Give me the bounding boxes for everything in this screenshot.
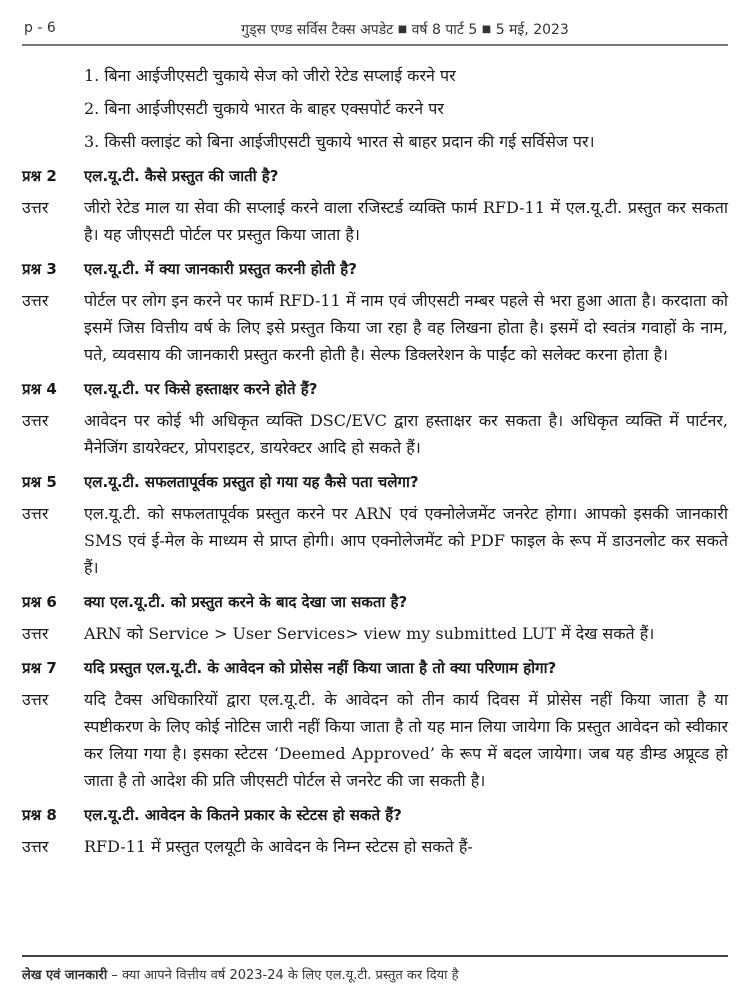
answer-label: उत्तर bbox=[22, 837, 49, 856]
question-text: एल.यू.टी. आवेदन के कितने प्रकार के स्टेटस हो सकते हैं? bbox=[84, 806, 402, 824]
page-number: p - 6 bbox=[24, 20, 56, 36]
answer-label: उत्तर bbox=[22, 411, 49, 430]
volume-part: वर्ष 8 पार्ट 5 bbox=[411, 22, 478, 38]
running-header bbox=[22, 14, 728, 46]
answer-text: ARN को Service > User Services> view my submitted LUT में देख सकते हैं। bbox=[84, 624, 655, 643]
question-label: प्रश्न 2 bbox=[22, 167, 57, 185]
list-item: 1. बिना आईजीएसटी चुकाये सेज को जीरो रेटेड सप्लाई करने पर bbox=[84, 66, 456, 85]
qa-block bbox=[22, 376, 728, 461]
issue-date: 5 मई, 2023 bbox=[495, 22, 569, 38]
answer-label: उत्तर bbox=[22, 690, 49, 709]
answer-text: जीरो रेटेड माल या सेवा की सप्लाई करने वाला रजिस्टर्ड व्यक्ति फार्म RFD-11 में एल.यू.टी. प्रस्तुत कर सकता है। यह जीएसटी पोर्टल पर प्रस्तुत किया जाता है। bbox=[84, 198, 728, 244]
answer-text: यदि टैक्स अधिकारियों द्वारा एल.यू.टी. के आवेदन को तीन कार्य दिवस में प्रोसेस नहीं किया जाता है या स्पष्टीकरण के लिए कोई नोटिस जारी नहीं किया जाता है तो यह मान लिया जायेगा कि प्रस्तुत आवेदन को स्वीकार कर लिया गया है। इसका स्टेटस ‘Deemed Approved’ के रूप में बदल जायेगा। जब यह डीम्ड अप्रूव्ड हो जाता है तो आदेश की प्रति जीएसटी पोर्टल से जनरेट की जा सकती है। bbox=[84, 690, 728, 790]
separator-square-icon: ■ bbox=[397, 24, 408, 35]
answer-text: आवेदन पर कोई भी अधिकृत व्यक्ति DSC/EVC द्वारा हस्ताक्षर कर सकता है। अधिकृत व्यक्ति में पार्टनर, मैनेजिंग डायरेक्टर, प्रोपराइटर, डायरेक्टर आदि हो सकते हैं। bbox=[84, 411, 728, 457]
article-body bbox=[22, 62, 728, 862]
separator-square-icon: ■ bbox=[481, 24, 492, 35]
footer-text: क्या आपने वित्तीय वर्ष 2023-24 के लिए एल.यू.टी. प्रस्तुत कर दिया है bbox=[121, 968, 459, 983]
question-label: प्रश्न 5 bbox=[22, 473, 57, 491]
footer-label: लेख एवं जानकारी bbox=[22, 968, 108, 983]
question-text: एल.यू.टी. में क्या जानकारी प्रस्तुत करनी होती है? bbox=[84, 260, 357, 278]
answer-label: उत्तर bbox=[22, 291, 49, 310]
question-label: प्रश्न 3 bbox=[22, 260, 57, 278]
question-label: प्रश्न 8 bbox=[22, 806, 57, 824]
question-label: प्रश्न 6 bbox=[22, 593, 57, 611]
qa-block bbox=[22, 163, 728, 248]
qa-block bbox=[22, 469, 728, 581]
running-footer bbox=[22, 955, 728, 983]
answer-label: उत्तर bbox=[22, 624, 49, 643]
question-text: एल.यू.टी. कैसे प्रस्तुत की जाती है? bbox=[84, 167, 279, 185]
list-item: 2. बिना आईजीएसटी चुकाये भारत के बाहर एक्सपोर्ट करने पर bbox=[84, 99, 444, 118]
publication-title: गुड्स एण्ड सर्विस टैक्स अपडेट bbox=[241, 22, 394, 38]
qa-block bbox=[22, 256, 728, 368]
answer-label: उत्तर bbox=[22, 198, 49, 217]
running-title bbox=[22, 20, 728, 39]
answer-text: RFD-11 में प्रस्तुत एलयूटी के आवेदन के निम्न स्टेटस हो सकते हैं- bbox=[84, 837, 473, 856]
qa-block bbox=[22, 655, 728, 794]
qa-block bbox=[22, 589, 728, 647]
answer-text: पोर्टल पर लोग इन करने पर फार्म RFD-11 में नाम एवं जीएसटी नम्बर पहले से भरा हुआ आता है। करदाता को इसमें जिस वित्तीय वर्ष के लिए इसे प्रस्तुत किया जा रहा है वह लिखना होता है। इसमें दो स्वतंत्र गवाहों के नाम, पते, व्यवसाय की जानकारी प्रस्तुत करनी होती है। सेल्फ डिक्लरेशन के पाईंट को सलेक्ट करना होता है। bbox=[84, 291, 728, 364]
answer-text: एल.यू.टी. को सफलतापूर्वक प्रस्तुत करने पर ARN एवं एक्नोलेजमेंट जनरेट होगा। आपको इसकी जानकारी SMS एवं ई-मेल के माध्यम से प्राप्त होगी। आप एक्नोलेजमेंट को PDF फाइल के रूप में डाउनलोट कर सकते हैं। bbox=[84, 504, 728, 577]
question-text: एल.यू.टी. सफलतापूर्वक प्रस्तुत हो गया यह कैसे पता चलेगा? bbox=[84, 473, 419, 491]
question-text: क्या एल.यू.टी. को प्रस्तुत करने के बाद देखा जा सकता है? bbox=[84, 593, 408, 611]
list-item: 3. किसी क्लाइंट को बिना आईजीएसटी चुकाये भारत से बाहर प्रदान की गई सर्विसेज पर। bbox=[84, 132, 595, 151]
question-text: एल.यू.टी. पर किसे हस्ताक्षर करने होते हैं? bbox=[84, 380, 318, 398]
question-label: प्रश्न 7 bbox=[22, 659, 57, 677]
answer-label: उत्तर bbox=[22, 504, 49, 523]
question-label: प्रश्न 4 bbox=[22, 380, 57, 398]
footer-dash: – bbox=[107, 968, 122, 983]
question-text: यदि प्रस्तुत एल.यू.टी. के आवेदन को प्रोसेस नहीं किया जाता है तो क्या परिणाम होगा? bbox=[84, 659, 557, 677]
qa-block bbox=[22, 802, 728, 860]
